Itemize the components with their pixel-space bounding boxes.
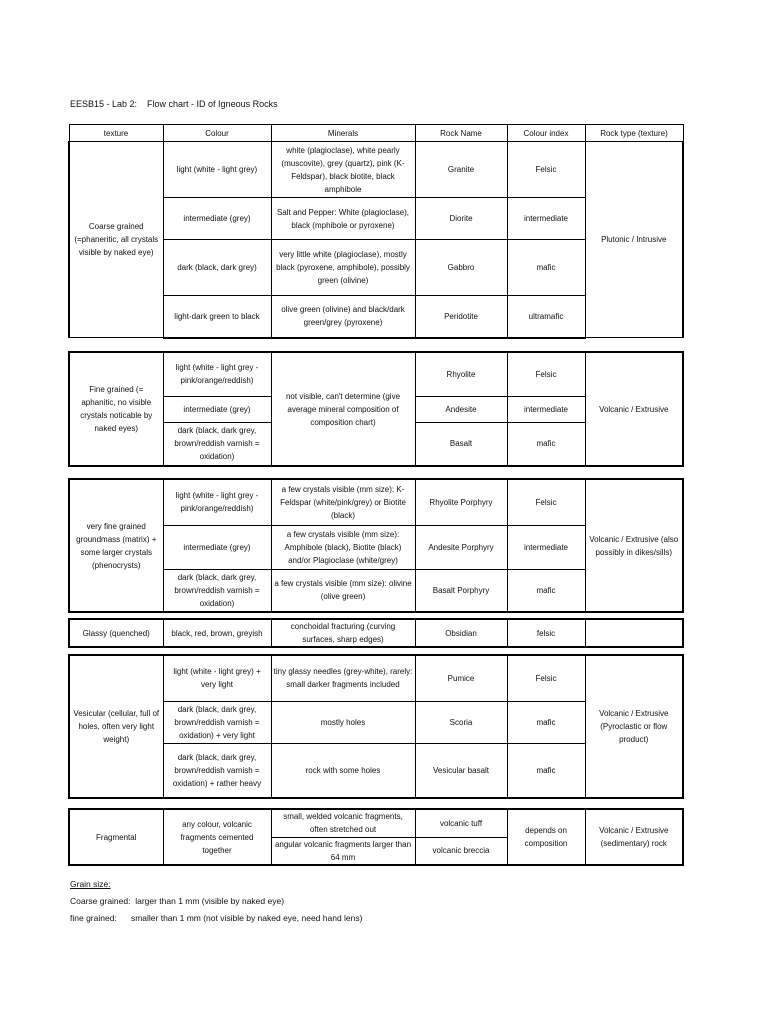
colour-index-cell: ultramafic [507, 296, 585, 338]
colour-index-cell: Felsic [507, 352, 585, 396]
texture-cell: Fragmental [69, 809, 163, 865]
colour-cell: dark (black, dark grey, brown/reddish varnish = oxidation) + rather heavy [163, 743, 271, 798]
rock-name-cell: volcanic tuff [415, 809, 507, 837]
rock-name-cell: Basalt [415, 422, 507, 466]
colour-index-cell: mafic [507, 240, 585, 296]
colour-cell: light (white - light grey - pink/orange/reddish) [163, 352, 271, 396]
colour-cell: light-dark green to black [163, 296, 271, 338]
minerals-cell: tiny glassy needles (grey-white), rarely: small darker fragments included [271, 655, 415, 701]
header-colour-index: Colour index [507, 125, 585, 142]
colour-index-cell: felsic [507, 619, 585, 647]
colour-index-cell: mafic [507, 743, 585, 798]
colour-cell: any colour, volcanic fragments cemented together [163, 809, 271, 865]
minerals-cell: not visible, can't determine (give average mineral composition of composition chart) [271, 352, 415, 466]
colour-cell: intermediate (grey) [163, 396, 271, 422]
rock-type-cell: Volcanic / Extrusive (Pyroclastic or flow product) [585, 655, 683, 798]
colour-cell: light (white - light grey - pink/orange/reddish) [163, 479, 271, 525]
minerals-cell: very little white (plagioclase), mostly black (pyroxene, amphibole), possibly green (olivine) [271, 240, 415, 296]
table-row [69, 352, 683, 396]
rock-type-cell: Volcanic / Extrusive (sedimentary) rock [585, 809, 683, 865]
colour-cell: light (white - light grey) [163, 142, 271, 198]
minerals-cell: a few crystals visible (mm size): olivine (olive green) [271, 569, 415, 612]
rock-name-cell: Andesite Porphyry [415, 525, 507, 569]
colour-cell: dark (black, dark grey) [163, 240, 271, 296]
table-row [69, 655, 683, 701]
grain-size-heading: Grain size: [70, 879, 111, 889]
colour-index-cell: depends on composition [507, 809, 585, 865]
table-fragmental [68, 808, 684, 866]
table-vesicular [68, 654, 684, 799]
rock-name-cell: Granite [415, 142, 507, 198]
rock-name-cell: Rhyolite Porphyry [415, 479, 507, 525]
header-minerals: Minerals [271, 125, 415, 142]
header-rock-name: Rock Name [415, 125, 507, 142]
rock-name-cell: Basalt Porphyry [415, 569, 507, 612]
colour-index-cell: mafic [507, 569, 585, 612]
colour-index-cell: Felsic [507, 479, 585, 525]
minerals-cell: conchoidal fracturing (curving surfaces, sharp edges) [271, 619, 415, 647]
table-row [69, 809, 683, 837]
rock-name-cell: Vesicular basalt [415, 743, 507, 798]
texture-cell: Fine grained (= aphanitic, no visible crystals noticable by naked eyes) [69, 352, 163, 466]
colour-cell: intermediate (grey) [163, 525, 271, 569]
colour-index-cell: Felsic [507, 655, 585, 701]
minerals-cell: olive green (olivine) and black/dark green/grey (pyroxene) [271, 296, 415, 338]
rock-name-cell: Scoria [415, 701, 507, 743]
minerals-cell: a few crystals visible (mm size): K-Feldspar (white/pink/grey) or Biotite (black) [271, 479, 415, 525]
texture-cell: Vesicular (cellular, full of holes, often very light weight) [69, 655, 163, 798]
table-glassy [68, 618, 684, 648]
table-coarse-grained [68, 124, 684, 339]
colour-cell: dark (black, dark grey, brown/reddish varnish = oxidation) + very light [163, 701, 271, 743]
table-header-row [69, 125, 683, 142]
rock-type-cell: Plutonic / Intrusive [585, 142, 683, 338]
grain-size-notes [70, 876, 362, 927]
minerals-cell: a few crystals visible (mm size): Amphibole (black), Biotite (black) and/or Plagioclase (white/grey) [271, 525, 415, 569]
header-texture: texture [69, 125, 163, 142]
colour-cell: dark (black, dark grey, brown/reddish varnish = oxidation) [163, 569, 271, 612]
rock-name-cell: Diorite [415, 198, 507, 240]
table-row [69, 479, 683, 525]
texture-cell: Coarse grained (=phaneritic, all crystals visible by naked eye) [69, 142, 163, 338]
texture-cell: Glassy (quenched) [69, 619, 163, 647]
colour-index-cell: mafic [507, 422, 585, 466]
header-rock-type: Rock type (texture) [585, 125, 683, 142]
minerals-cell: mostly holes [271, 701, 415, 743]
minerals-cell: rock with some holes [271, 743, 415, 798]
rock-type-cell [585, 619, 683, 647]
minerals-cell: white (plagioclase), white pearly (muscovite), grey (quartz), pink (K-Feldspar), black biotite, black amphibole [271, 142, 415, 198]
fine-grained-note: fine grained: smaller than 1 mm (not visible by naked eye, need hand lens) [70, 913, 363, 923]
coarse-grained-note: Coarse grained: larger than 1 mm (visible by naked eye) [70, 896, 285, 906]
colour-cell: intermediate (grey) [163, 198, 271, 240]
colour-cell: dark (black, dark grey, brown/reddish varnish = oxidation) [163, 422, 271, 466]
colour-cell: light (white - light grey) + very light [163, 655, 271, 701]
colour-cell: black, red, brown, greyish [163, 619, 271, 647]
rock-name-cell: volcanic breccia [415, 837, 507, 865]
colour-index-cell: Felsic [507, 142, 585, 198]
texture-cell: very fine grained groundmass (matrix) + some larger crystals (phenocrysts) [69, 479, 163, 612]
rock-name-cell: Obsidian [415, 619, 507, 647]
minerals-cell: small, welded volcanic fragments, often stretched out [271, 809, 415, 837]
table-row [69, 619, 683, 647]
rock-name-cell: Rhyolite [415, 352, 507, 396]
header-colour: Colour [163, 125, 271, 142]
colour-index-cell: intermediate [507, 396, 585, 422]
colour-index-cell: intermediate [507, 525, 585, 569]
minerals-cell: Salt and Pepper: White (plagioclase), black (mphibole or pyroxene) [271, 198, 415, 240]
colour-index-cell: intermediate [507, 198, 585, 240]
minerals-cell: angular volcanic fragments larger than 64 mm [271, 837, 415, 865]
table-fine-grained [68, 351, 684, 467]
table-row [69, 142, 683, 198]
table-porphyry [68, 478, 684, 613]
rock-name-cell: Pumice [415, 655, 507, 701]
colour-index-cell: mafic [507, 701, 585, 743]
rock-type-cell: Volcanic / Extrusive [585, 352, 683, 466]
document-title: EESB15 - Lab 2: Flow chart - ID of Igneous Rocks [70, 99, 278, 109]
rock-name-cell: Andesite [415, 396, 507, 422]
rock-name-cell: Peridotite [415, 296, 507, 338]
rock-name-cell: Gabbro [415, 240, 507, 296]
rock-type-cell: Volcanic / Extrusive (also possibly in dikes/sills) [585, 479, 683, 612]
